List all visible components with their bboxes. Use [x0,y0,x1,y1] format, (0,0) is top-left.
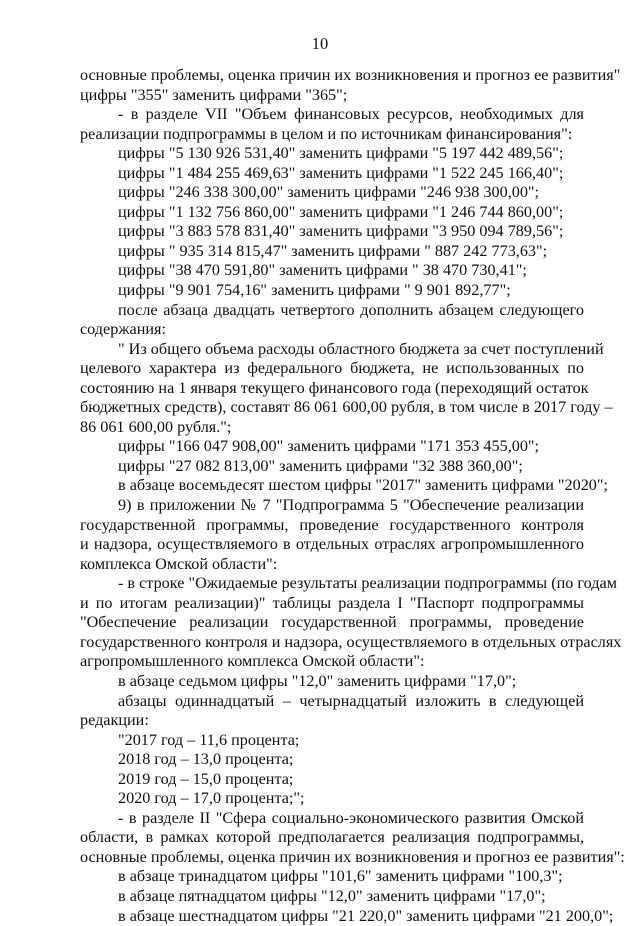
text-line: цифры "355" заменить цифрами "365"; [80,85,348,104]
text-line: - в разделе II "Сфера социально-экономического развития Омской [118,808,584,827]
text-line: основные проблемы, оценка причин их возникновения и прогноз ее развития": [80,847,625,866]
document-body [80,66,625,926]
text-line: и по итогам реализации)" таблицы раздела I "Паспорт подпрограммы [80,593,584,612]
text-line: в абзаце пятнадцатом цифры "12,0" заменить цифрами "17,0"; [118,886,546,905]
text-line: реализации подпрограммы в целом и по источникам финансирования": [80,124,573,143]
text-line: основные проблемы, оценка причин их возникновения и прогноз ее развития" [80,66,621,84]
text-line: 9) в приложении № 7 "Подпрограмма 5 "Обеспечение реализации [118,496,584,515]
text-line: 2019 год – 15,0 процента; [118,769,294,788]
text-line: - в строке "Ожидаемые результаты реализации подпрограммы (по годам [118,574,617,593]
text-line: 2020 год – 17,0 процента;"; [118,789,305,808]
text-line: цифры "3 883 578 831,40" заменить цифрами "3 950 094 789,56"; [118,222,564,241]
text-line: агропромышленного комплекса Омской области": [80,652,425,671]
text-line: цифры "1 484 255 469,63" заменить цифрами "1 522 245 166,40"; [118,163,564,182]
text-line: цифры "246 338 300,00" заменить цифрами "246 938 300,00"; [118,183,540,202]
text-line: абзацы одиннадцатый – четырнадцатый изложить в следующей [118,691,584,710]
text-line: - в разделе VII "Объем финансовых ресурсов, необходимых для [118,105,584,124]
text-line: цифры "166 047 908,00" заменить цифрами "171 353 455,00"; [118,437,540,456]
text-line: цифры "38 470 591,80" заменить цифрами " 38 470 730,41"; [118,261,527,280]
text-line: цифры " 935 314 815,47" заменить цифрами " 887 242 773,63"; [118,241,548,260]
text-line: состоянию на 1 января текущего финансового года (переходящий остаток [80,378,589,397]
text-line: содержания: [80,320,166,339]
text-line: цифры "5 130 926 531,40" заменить цифрами "5 197 442 489,56"; [118,144,564,163]
text-line: 2018 год – 13,0 процента; [118,750,294,769]
text-line: целевого характера из федерального бюджета, не использованных по [80,359,584,378]
text-line: цифры "1 132 756 860,00" заменить цифрами "1 246 744 860,00"; [118,202,564,221]
page-number: 10 [311,34,329,53]
text-line: бюджетных средств), составят 86 061 600,00 рубля, в том числе в 2017 году – [80,398,613,417]
text-line: "Обеспечение реализации государственной программы, проведение [80,613,584,632]
text-line: области, в рамках которой предполагается реализация подпрограммы, [80,828,584,847]
text-line: комплекса Омской области": [80,554,278,573]
text-line: 86 061 600,00 рубля."; [80,417,232,436]
text-line: после абзаца двадцать четвертого дополнить абзацем следующего [118,300,584,319]
text-line: в абзаце седьмом цифры "12,0" заменить цифрами "17,0"; [118,671,517,690]
text-line: государственного контроля и надзора, осуществляемого в отдельных отраслях [80,632,622,651]
text-line: в абзаце восемьдесят шестом цифры "2017" заменить цифрами "2020"; [118,476,608,495]
text-line: в абзаце шестнадцатом цифры "21 220,0" заменить цифрами "21 200,0"; [118,906,614,925]
text-line: цифры "27 082 813,00" заменить цифрами "32 388 360,00"; [118,456,523,475]
text-line: "2017 год – 11,6 процента; [118,730,300,749]
text-line: государственной программы, проведение государственного контроля [80,515,584,534]
text-line: редакции: [80,711,149,730]
text-line: " Из общего объема расходы областного бюджета за счет поступлений [118,339,604,358]
text-line: цифры "9 901 754,16" заменить цифрами " 9 901 892,77"; [118,281,511,300]
text-line: и надзора, осуществляемого в отдельных отраслях агропромышленного [80,535,584,554]
text-line: в абзаце тринадцатом цифры "101,6" заменить цифрами "100,3"; [118,867,563,886]
